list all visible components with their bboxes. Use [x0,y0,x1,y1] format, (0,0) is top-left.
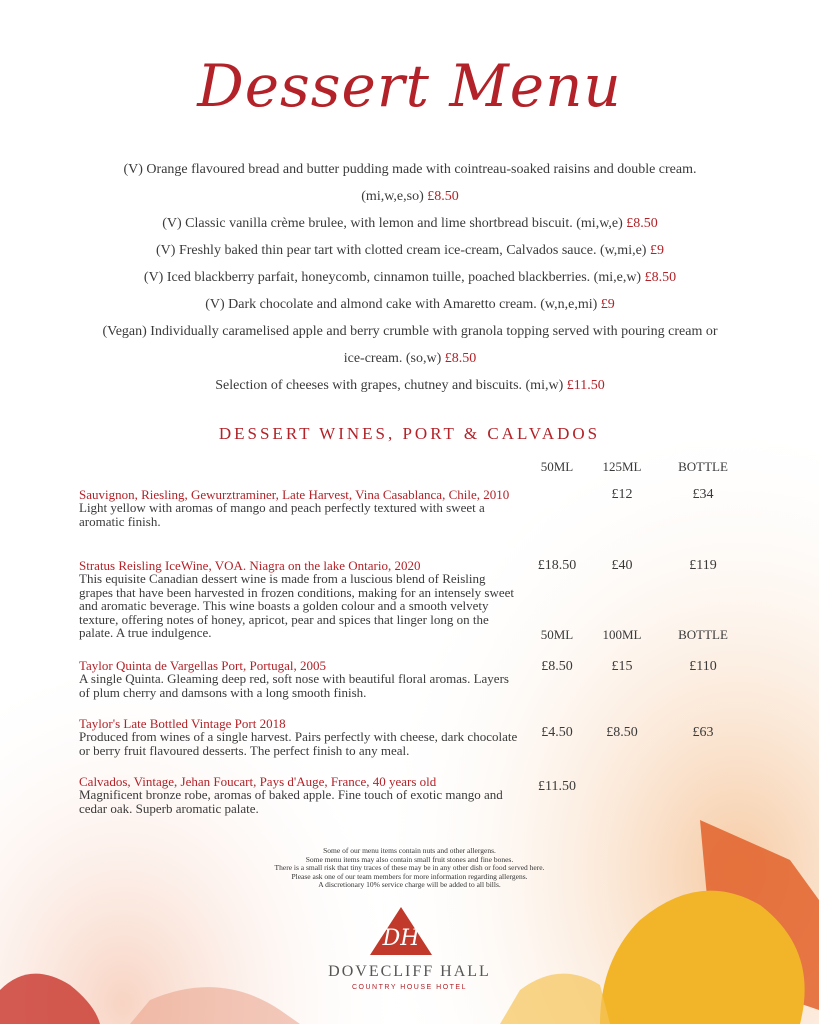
dessert-price: £8.50 [427,189,459,204]
wine-entry [79,488,519,528]
column-header-50ml: 50ML [540,459,574,474]
wine-name: Taylor Quinta de Vargellas Port, Portugal, 2005 [79,658,327,673]
dessert-item: (V) Orange flavoured bread and butter pudding made with cointreau-soaked raisins and double cream. (mi,w,e,so) £8.50 [123,162,697,204]
wine-description: A single Quinta. Gleaming deep red, soft nose with beautiful floral aromas. Layers of plum cherry and damsons with a long smooth finish. [79,671,509,700]
dovecliff-logo-icon [366,905,436,957]
column-header-bottle: BOTTLE [678,627,728,642]
dessert-item: (V) Freshly baked thin pear tart with clotted cream ice-cream, Calvados sauce. (w,mi,e) £9 [156,243,664,258]
dessert-price: £9 [600,297,615,312]
wine-price-50ml: £11.50 [538,779,576,794]
dessert-price: £8.50 [626,216,658,231]
wine-price-bottle: £34 [692,487,714,502]
dessert-item: (V) Iced blackberry parfait, honeycomb, cinnamon tuille, poached blackberries. (mi,e,w) £8.50 [143,270,677,285]
dessert-price: £8.50 [644,270,677,285]
dessert-price: £8.50 [444,351,477,366]
column-header-125ml: 125ML [602,459,642,474]
dessert-list [95,156,725,399]
dessert-item: Selection of cheeses with grapes, chutney and biscuits. (mi,w) £11.50 [215,378,605,393]
column-header-bottle: BOTTLE [678,459,728,474]
wine-name: Stratus Reisling IceWine, VOA. Niagra on the lake Ontario, 2020 [79,558,421,573]
allergen-line: Some menu items may also contain small fruit stones and fine bones. [305,854,514,864]
svg-text:DH: DH [382,926,420,951]
wine-price-bottle: £110 [689,659,717,674]
wine-name: Taylor's Late Bottled Vintage Port 2018 [79,716,286,731]
dessert-item: (V) Dark chocolate and almond cake with Amaretto cream. (w,n,e,mi) £9 [205,297,615,312]
wine-price-bottle: £119 [689,558,717,573]
column-header-50ml: 50ML [540,627,574,642]
allergen-line: A discretionary 10% service charge will be added to all bills. [318,880,501,889]
dessert-item: (V) Classic vanilla crème brulee, with lemon and lime shortbread biscuit. (mi,w,e) £8.50 [162,216,658,231]
wine-entry [79,775,519,815]
wine-price-bottle: £63 [692,725,714,740]
wine-price-100ml: £15 [611,659,633,674]
wine-entry [79,717,519,757]
dessert-price: £11.50 [566,378,605,393]
dessert-item: (Vegan) Individually caramelised apple and berry crumble with granola topping served with pouring cream or ice-cream. (so,w) £8.50 [102,324,718,366]
allergen-line: There is a small risk that tiny traces of these may be in any other dish or food served here. [274,863,545,872]
wines-section-heading: DESSERT WINES, PORT & CALVADOS [218,424,601,443]
wine-description: Magnificent bronze robe, aromas of baked apple. Fine touch of exotic mango and cedar oak. Superb aromatic palate. [79,787,503,816]
allergen-line: Please ask one of our team members for more information regarding allergens. [291,871,528,881]
wine-name: Calvados, Vintage, Jehan Foucart, Pays d'Auge, France, 40 years old [79,774,437,789]
wine-price-50ml: £18.50 [537,558,577,573]
wine-entry [79,659,519,699]
wine-name: Sauvignon, Riesling, Gewurztraminer, Late Harvest, Vina Casablanca, Chile, 2010 [79,487,510,502]
brand-name: DOVECLIFF HALL [328,963,491,980]
allergen-line: Some of our menu items contain nuts and other allergens. [323,846,496,855]
wine-description: This equisite Canadian dessert wine is made from a luscious blend of Reisling grapes that have been harvested in frozen conditions, making for an intensely sweet and aromatic beverage. This wine boasts a golden colour and a smooth velvety texture, offering notes of honey, apricot, pear and spices that linger long on the palate. A true indulgence. [79,571,514,640]
page-title: Dessert Menu [197,52,622,120]
wine-description: Light yellow with aromas of mango and peach perfectly textured with sweet a aromatic finish. [79,500,485,529]
column-header-100ml: 100ML [602,627,642,642]
wine-price-125ml: £40 [611,558,633,573]
allergen-notice [0,847,819,890]
wine-price-50ml: £8.50 [541,659,573,674]
wine-price-50ml: £4.50 [541,725,573,740]
wine-entry [79,559,519,640]
wine-description: Produced from wines of a single harvest. Pairs perfectly with cheese, dark chocolate or berry fruit flavoured desserts. The perfect finish to any meal. [79,729,518,758]
wine-price-100ml: £8.50 [606,725,638,740]
dessert-price: £9 [649,243,664,258]
wine-price-125ml: £12 [611,487,633,502]
brand-subtitle: COUNTRY HOUSE HOTEL [352,984,467,991]
